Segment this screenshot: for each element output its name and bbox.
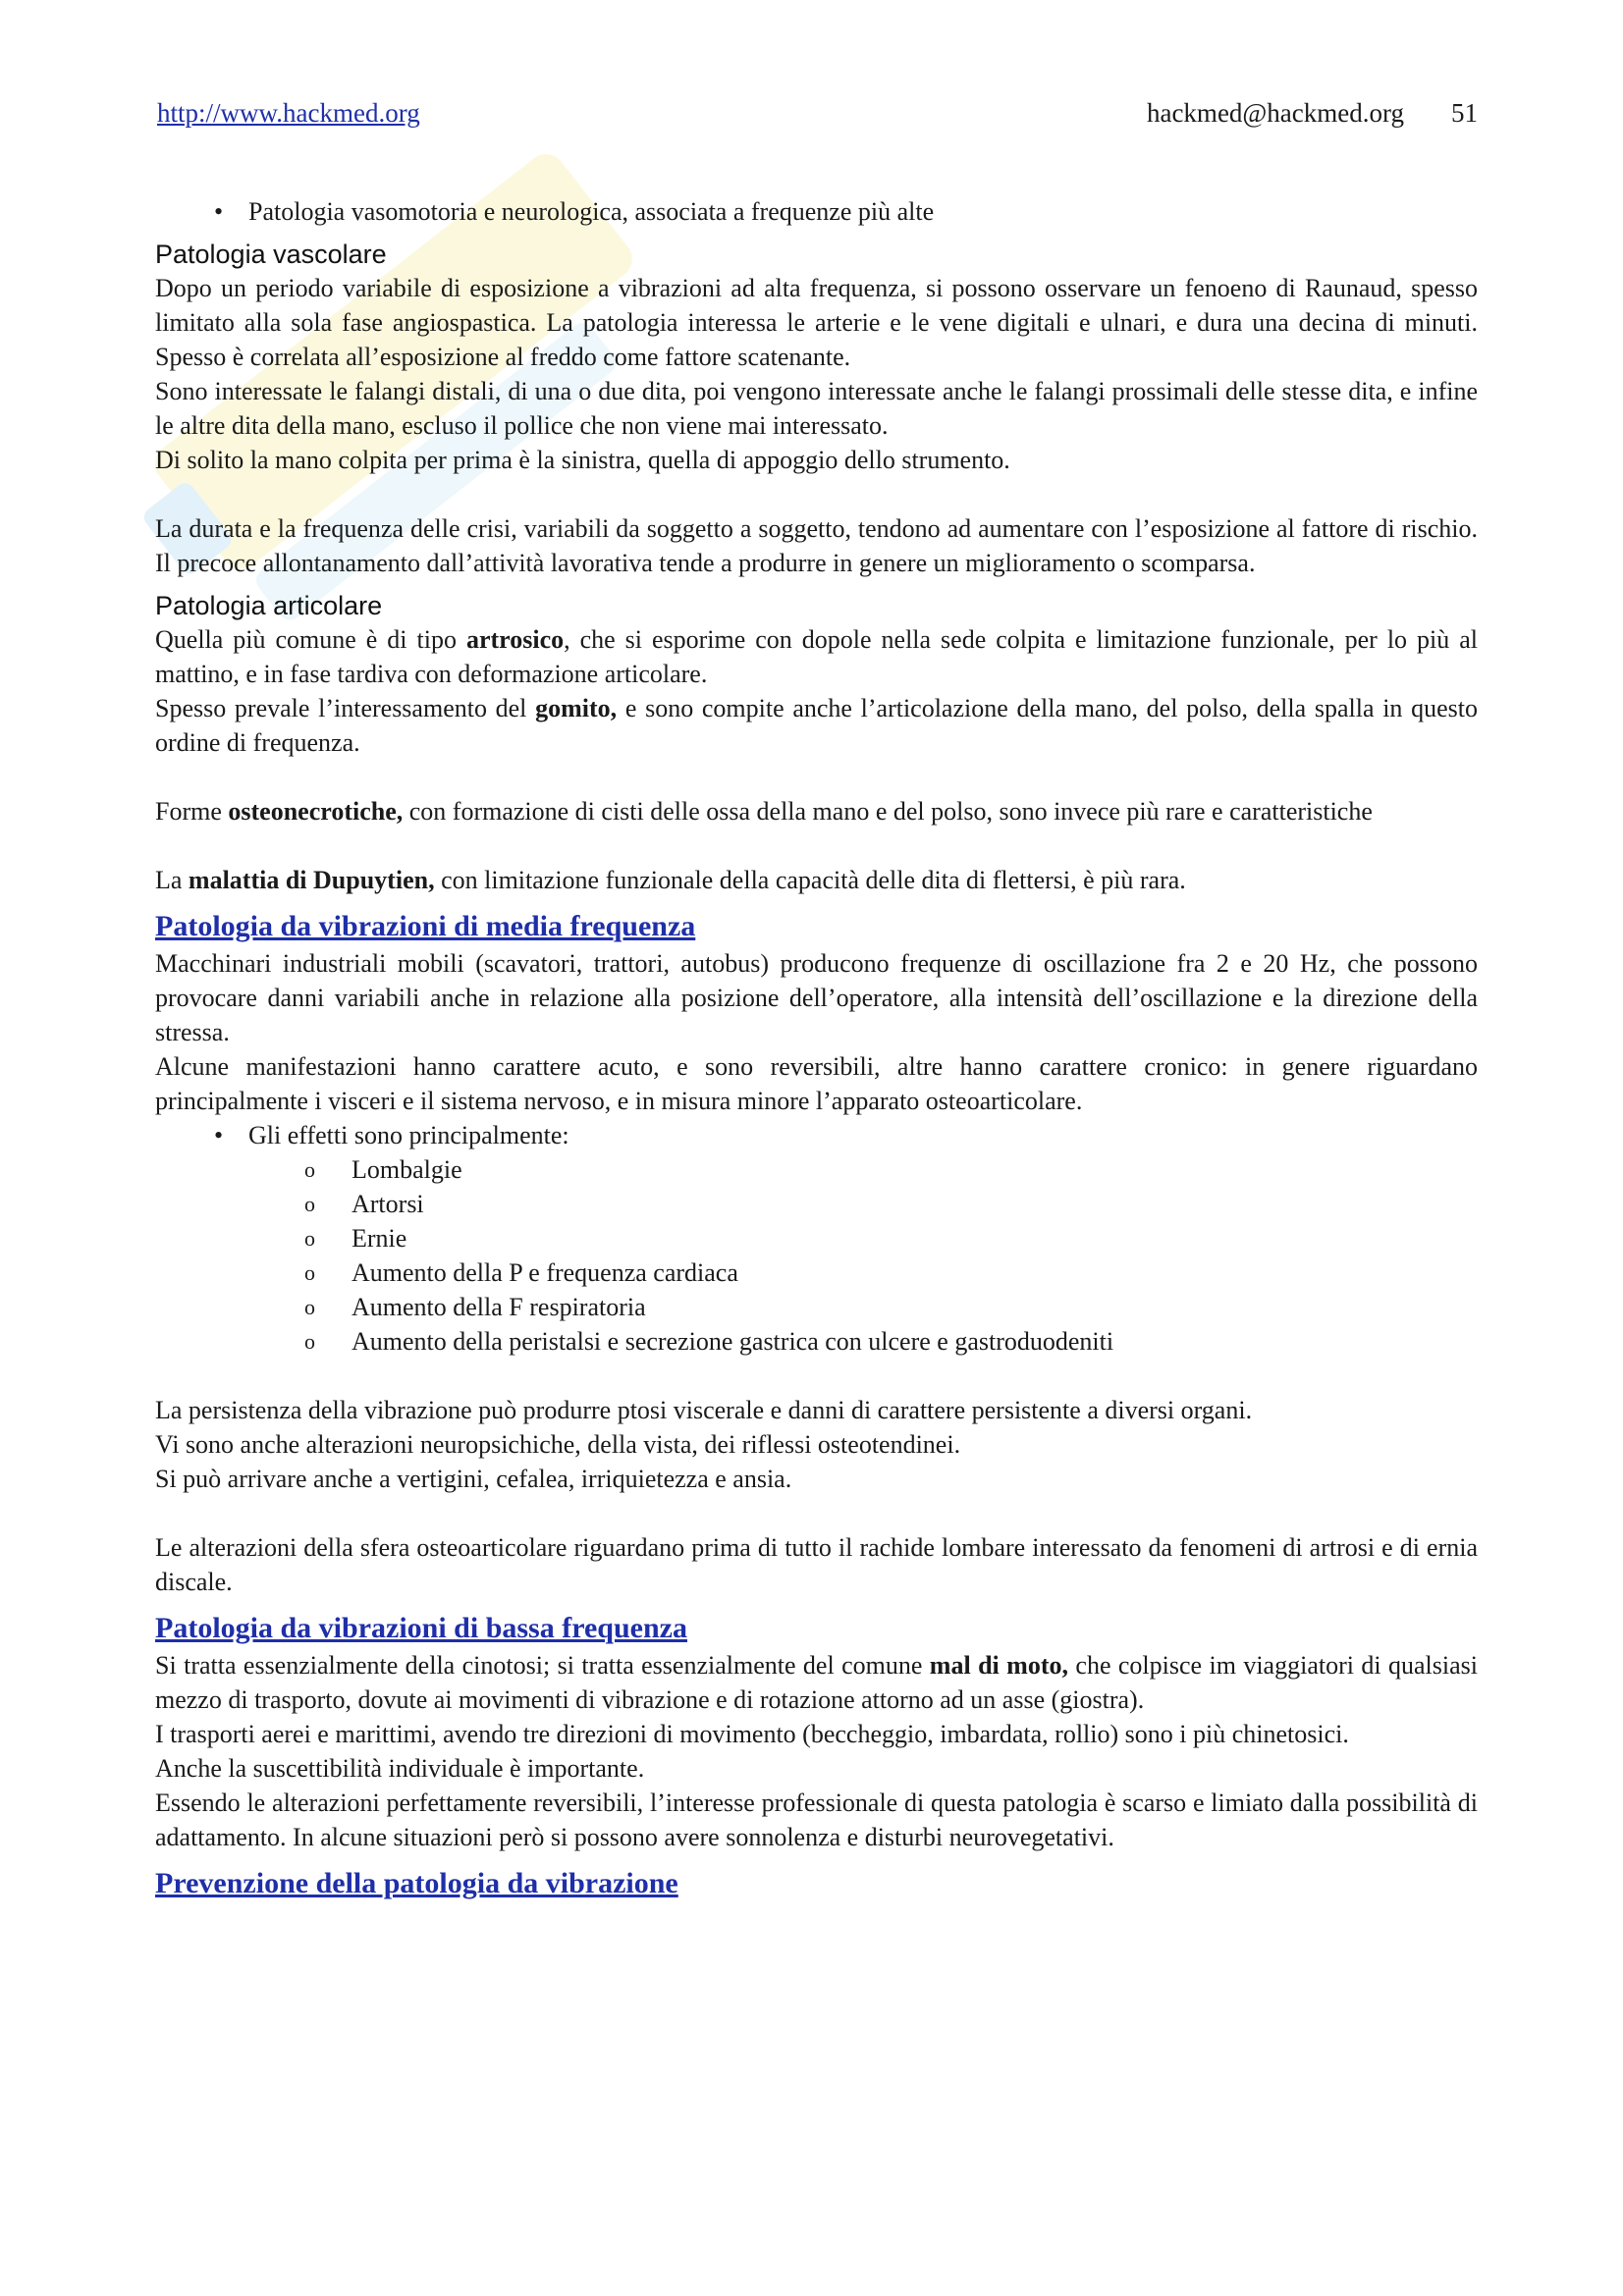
text: con limitazione funzionale della capacità delle dita di flettersi, è più rara. [434,866,1186,894]
paragraph: Le alterazioni della sfera osteoarticolare riguardano prima di tutto il rachide lombare interessato da fenomeni di artrosi e di ernia discale. [155,1533,1478,1596]
paragraph: La durata e la frequenza delle crisi, variabili da soggetto a soggetto, tendono ad aumentare con l’esposizione al fattore di rischio. Il precoce allontanamento dall’attività lavorativa tende a produrre in genere un miglioramento o scomparsa. [155,514,1478,577]
text: con formazione di cisti delle ossa della mano e del polso, sono invece più rare e caratteristiche [403,797,1373,826]
paragraph [155,863,1478,897]
paragraph: Essendo le alterazioni perfettamente reversibili, l’interesse professionale di questa patologia è scarso e limiato dalla possibilità di adattamento. In alcune situazioni però si possono avere sonnolenza e disturbi neurovegetativi. [155,1789,1478,1851]
intro-list [155,194,1478,229]
spacer [155,828,1478,863]
paragraph: Vi sono anche alterazioni neuropsichiche, della vista, dei riflessi osteotendinei. [155,1430,961,1459]
paragraph [155,1648,1478,1717]
spacer [155,477,1478,511]
header-email: hackmed@hackmed.org [1146,98,1404,128]
spacer [155,1359,1478,1393]
bold-term: artrosico [465,625,565,654]
heading-patologia-vascolare: Patologia vascolare [155,240,387,269]
paragraph [155,794,1478,828]
text: , che si esporime con dopole nella sede colpita e limitazione funzionale, per lo più al mattino, e in fase tardiva con deformazione articolare. [155,625,1478,688]
text: Quella più comune è di tipo [155,625,466,654]
paragraph: Dopo un periodo variabile di esposizione a vibrazioni ad alta frequenza, si possono osservare un fenoeno di Raunaud, spesso limitato alla sola fase angiospastica. La patologia interessa le arterie e le vene digitali e ulnari, e dura una decina di minuti. Spesso è correlata all’esposizione al freddo come fattore scatenante. [155,274,1478,371]
sublist-item: o Lombalgie [155,1152,1478,1187]
text: Spesso prevale l’interessamento del [155,694,536,722]
bold-term: osteonecrotiche, [228,797,404,826]
list-item: • Patologia vasomotoria e neurologica, associata a frequenze più alte [155,194,1478,229]
paragraph: Anche la suscettibilità individuale è importante. [155,1754,645,1783]
paragraph: La persistenza della vibrazione può produrre ptosi viscerale e danni di carattere persistente a diversi organi. [155,1396,1253,1424]
effects-list [155,1118,1478,1359]
effects-sublist [155,1152,1478,1359]
text: Si tratta essenzialmente della cinotosi; si tratta essenzialmente del comune [155,1651,930,1680]
heading-bassa-frequenza-link[interactable]: Patologia da vibrazioni di bassa frequenza [155,1612,687,1644]
sublist-item: o Aumento della P e frequenza cardiaca [155,1255,1478,1290]
paragraph: Di solito la mano colpita per prima è la sinistra, quella di appoggio dello strumento. [155,446,1010,474]
sublist-item: o Aumento della peristalsi e secrezione gastrica con ulcere e gastroduodeniti [155,1324,1478,1359]
bold-term: mal di moto, [929,1651,1068,1680]
paragraph: Si può arrivare anche a vertigini, cefalea, irriquietezza e ansia. [155,1465,792,1493]
text: Forme [155,797,229,826]
paragraph: I trasporti aerei e marittimi, avendo tre direzioni di movimento (beccheggio, imbardata, rollio) sono i più chinetosici. [155,1720,1349,1748]
header-url-link[interactable]: http://www.hackmed.org [157,98,420,128]
text: La [155,866,189,894]
paragraph: Alcune manifestazioni hanno carattere acuto, e sono reversibili, altre hanno carattere cronico: in genere riguardano principalmente i visceri e il sistema nervoso, e in misura minore l’apparato osteoarticolare. [155,1052,1478,1115]
sublist-item: o Ernie [155,1221,1478,1255]
page-number: 51 [1451,98,1478,128]
heading-patologia-articolare: Patologia articolare [155,591,383,620]
spacer [155,1496,1478,1530]
text: che colpisce im viaggiatori di qualsiasi mezzo di trasporto, dovute ai movimenti di vibrazione e di rotazione attorno ad un asse (giostra). [155,1651,1478,1714]
page-body [155,194,1478,1903]
bold-term: gomito, [535,694,618,722]
sublist-item: o Artorsi [155,1187,1478,1221]
paragraph: Sono interessate le falangi distali, di una o due dita, poi vengono interessate anche le falangi prossimali delle stesse dita, e infine le altre dita della mano, escluso il pollice che non viene mai interessato. [155,377,1478,440]
paragraph: Macchinari industriali mobili (scavatori, trattori, autobus) producono frequenze di oscillazione fra 2 e 20 Hz, che possono provocare danni variabili anche in relazione alla posizione dell’operatore, alla intensità dell’oscillazione e la direzione della stressa. [155,949,1478,1046]
bold-term: malattia di Dupuytien, [188,866,435,894]
spacer [155,760,1478,794]
list-item-label: Gli effetti sono principalmente: [248,1121,569,1149]
heading-media-frequenza-link[interactable]: Patologia da vibrazioni di media frequenza [155,910,696,942]
heading-prevenzione-link[interactable]: Prevenzione della patologia da vibrazione [155,1867,678,1899]
paragraph [155,622,1478,691]
text: e sono compite anche l’articolazione della mano, del polso, della spalla in questo ordine di frequenza. [155,694,1478,757]
paragraph [155,691,1478,760]
list-item [155,1118,1478,1359]
sublist-item: o Aumento della F respiratoria [155,1290,1478,1324]
